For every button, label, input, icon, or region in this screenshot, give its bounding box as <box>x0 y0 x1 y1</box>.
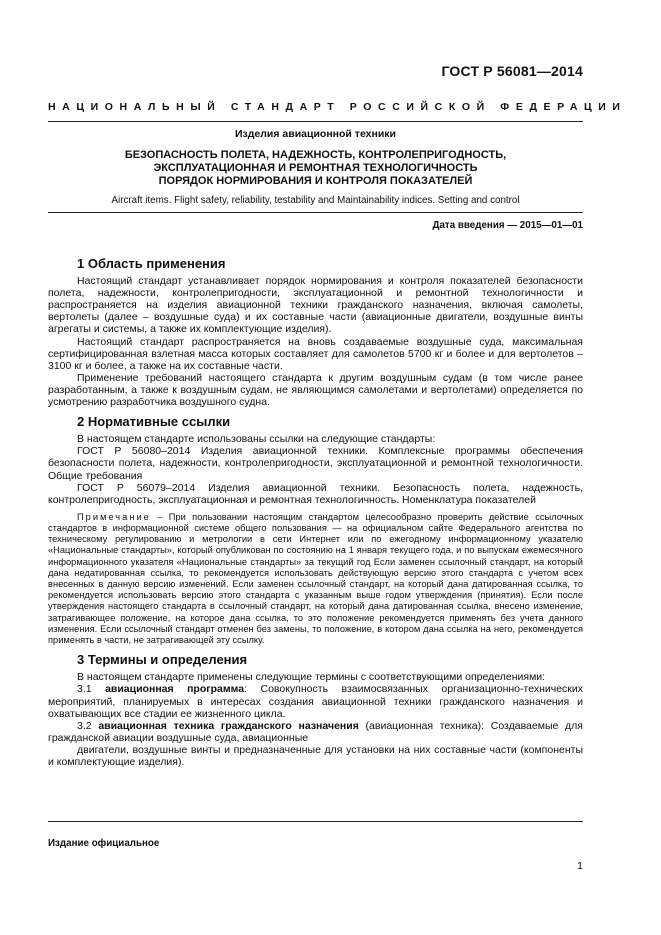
document-title-line-3: ПОРЯДОК НОРМИРОВАНИЯ И КОНТРОЛЯ ПОКАЗАТЕЛЕЙ <box>158 175 473 188</box>
section-3-heading: 3 Термины и определения <box>77 652 248 668</box>
title-rule <box>48 212 583 213</box>
note-label: Примечание <box>77 511 151 522</box>
term-3-1 <box>48 683 583 719</box>
section-3-paragraph-1: В настоящем стандарте применены следующие термины с соответствующими определениями: <box>77 671 546 684</box>
top-rule <box>48 121 583 122</box>
term-3-2-number: 3.2 <box>77 719 99 732</box>
term-3-2 <box>48 720 583 744</box>
document-subtitle: Изделия авиационной техники <box>234 128 396 140</box>
term-3-2-continuation: двигатели, воздушные винты и предназначенные для установки на них составные части (компоненты и комплектующие изделия). <box>48 743 583 768</box>
section-2-reference-2: ГОСТ Р 56079–2014 Изделия авиационной техники. Безопасность полета, надежность, контролепригодность, эксплуатационная и ремонтная технологичность. Номенклатура показателей <box>48 481 583 506</box>
document-body <box>48 258 583 768</box>
section-2-reference-1: ГОСТ Р 56080–2014 Изделия авиационной техники. Комплексные программы обеспечения безопасности полета, надежности, контролепригодности, эксплуатационной и ремонтной технологичности. Общие требования <box>48 445 583 482</box>
page-number: 1 <box>577 860 583 872</box>
term-3-1-definition: : Совокупность взаимосвязанных организационно-технических мероприятий, планируемых в интересах создания авиационной техники гражданского назначения и охватывающих все стадии ее жизненного цикла. <box>48 683 584 720</box>
document-title-line-1: БЕЗОПАСНОСТЬ ПОЛЕТА, НАДЕЖНОСТЬ, КОНТРОЛЕПРИГОДНОСТЬ, <box>124 149 507 161</box>
section-2-paragraph-1: В настоящем стандарте использованы ссылки на следующие стандарты: <box>77 433 436 446</box>
section-1-paragraph-2: Настоящий стандарт распространяется на вновь создаваемые воздушные суда, максимальная сертифицированная взлетная масса которых составляет для самолетов 5700 кг и более и для вертолетов – 3100 кг и более, а также на их составные части. <box>48 335 583 372</box>
official-edition-label: Издание официальное <box>48 838 160 849</box>
term-3-1-number: 3.1 <box>77 683 106 696</box>
section-1-paragraph-1: Настоящий стандарт устанавливает порядок нормирования и контроля показателей безопасности полета, надежности, контролепригодности, эксплуатационной и ремонтной технологичности и распространяется на изделия авиационной техники гражданского назначения, включая самолеты, вертолеты (далее – воздушные суда) и их составные части (авиационные двигатели, воздушные винты агрегаты и системы, а также их комплектующие изделия). <box>48 275 583 336</box>
section-2-note <box>48 512 583 646</box>
document-title-line-2: ЭКСПЛУАТАЦИОННАЯ И РЕМОНТНАЯ ТЕХНОЛОГИЧНОСТЬ <box>153 162 478 175</box>
section-2-heading: 2 Нормативные ссылки <box>77 414 231 430</box>
term-3-2-term: авиационная техника гражданского назначения <box>98 719 359 732</box>
english-title: Aircraft items. Flight safety, reliability, testability and Maintainability indices. Setting and control <box>111 194 520 206</box>
national-standard-heading: НАЦИОНАЛЬНЫЙ СТАНДАРТ РОССИЙСКОЙ ФЕДЕРАЦИИ <box>48 101 627 113</box>
title-block <box>48 128 583 206</box>
section-1-heading: 1 Область применения <box>77 256 226 271</box>
introduction-date: Дата введения — 2015—01—01 <box>432 220 583 231</box>
note-text: – При пользовании настоящим стандартом целесообразно проверить действие ссылочных стандартов в информационной системе общего пользования — на официальном сайте Федерального агентства по техническому регулированию и метрологии в сети Интернет или по ежегодному информационному указателю «Национальные стандарты», который опубликован по состоянию на 1 января текущего года, и по выпускам ежемесячного информационного указателя «Национальные стандарты» за текущий год Если заменен ссылочный стандарт, на который дана недатированная ссылка, то рекомендуется использовать действующую версию этого стандарта с учетом всех внесенных в данную версию изменений. Если заменен ссылочный стандарт, на который дана датированная ссылка, то рекомендуется использовать версию этого стандарта с указанным выше годом утверждения (принятия). Если после утверждения настоящего стандарта в ссылочный стандарт, на который дана датированная ссылка, внесено изменение, затрагивающее положение, на которое дана ссылка, то это положение рекомендуется применять без учета данного изменения. Если ссылочный стандарт отменен без замены, то положение, в котором дана ссылка на него, рекомендуется применять в части, не затрагивающей эту ссылку. <box>48 511 583 646</box>
term-3-1-term: авиационная программа <box>105 683 245 696</box>
section-1-paragraph-3: Применение требований настоящего стандарта к другим воздушным судам (в том числе ранее разработанным, а также к воздушным судам, не являющимся самолетами и вертолетами) определяется по усмотрению разработчика воздушного судна. <box>48 371 583 409</box>
standard-code: ГОСТ Р 56081—2014 <box>441 63 583 79</box>
term-3-2-definition: (авиационная техника): Создаваемые для гражданской авиации воздушные суда, авиационные <box>48 719 583 744</box>
footer-rule <box>48 821 583 822</box>
